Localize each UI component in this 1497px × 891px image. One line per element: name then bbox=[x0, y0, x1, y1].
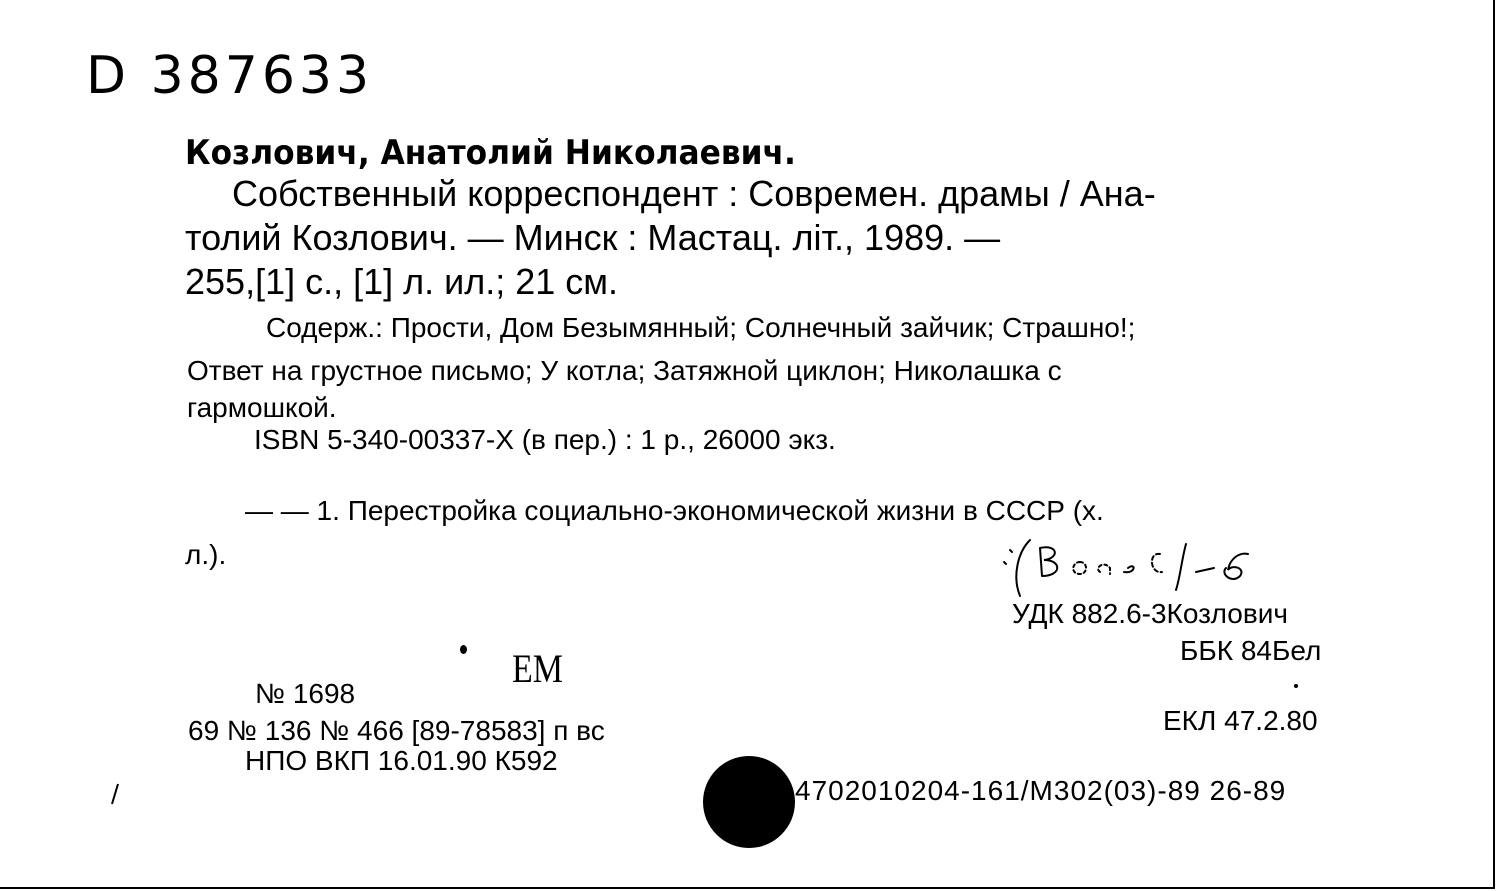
publication-code: 4702010204-161/М302(03)-89 26-89 bbox=[795, 775, 1287, 806]
call-number: D 387633 bbox=[86, 46, 374, 106]
stamp-em: ЕМ bbox=[512, 646, 563, 691]
subject-line-2: л.). bbox=[185, 539, 227, 570]
title-line-3: 255,[1] с., [1] л. ил.; 21 см. bbox=[185, 261, 619, 302]
subject-line-1: — — 1. Перестройка социально-экономической жизни в СССР (х. bbox=[245, 495, 1104, 526]
udk-code: УДК 882.6-3Козлович bbox=[1012, 598, 1288, 629]
registration-number: № 1698 bbox=[255, 678, 356, 709]
speck bbox=[1294, 684, 1298, 688]
handwritten-note-drawing bbox=[1000, 528, 1300, 598]
print-order-line: 69 № 136 № 466 [89-78583] п вс bbox=[188, 715, 605, 746]
title-line-2: толий Козлович. — Минск : Мастац. літ., 1989. — bbox=[185, 217, 1001, 258]
ekl-code: ЕКЛ 47.2.80 bbox=[1163, 705, 1318, 736]
printer-line: НПО ВКП 16.01.90 К592 bbox=[245, 745, 558, 776]
pencil-mark bbox=[108, 782, 122, 808]
contents-line-1: Содерж.: Прости, Дом Безымянный; Солнечный зайчик; Страшно!; bbox=[266, 312, 1136, 343]
title-line-1: Собственный корреспондент : Современ. драмы / Ана- bbox=[232, 173, 1156, 214]
author-heading: Козлович, Анатолий Николаевич. bbox=[185, 133, 796, 173]
contents-line-2: Ответ на грустное письмо; У котла; Затяжной циклон; Николашка с bbox=[187, 355, 1062, 386]
speck bbox=[460, 645, 467, 654]
isbn-line: ISBN 5-340-00337-X (в пер.) : 1 р., 26000 экз. bbox=[254, 424, 836, 455]
punch-hole bbox=[703, 756, 795, 848]
contents-line-3: гармошкой. bbox=[187, 392, 337, 423]
bbk-code: ББК 84Бел bbox=[1180, 635, 1322, 666]
